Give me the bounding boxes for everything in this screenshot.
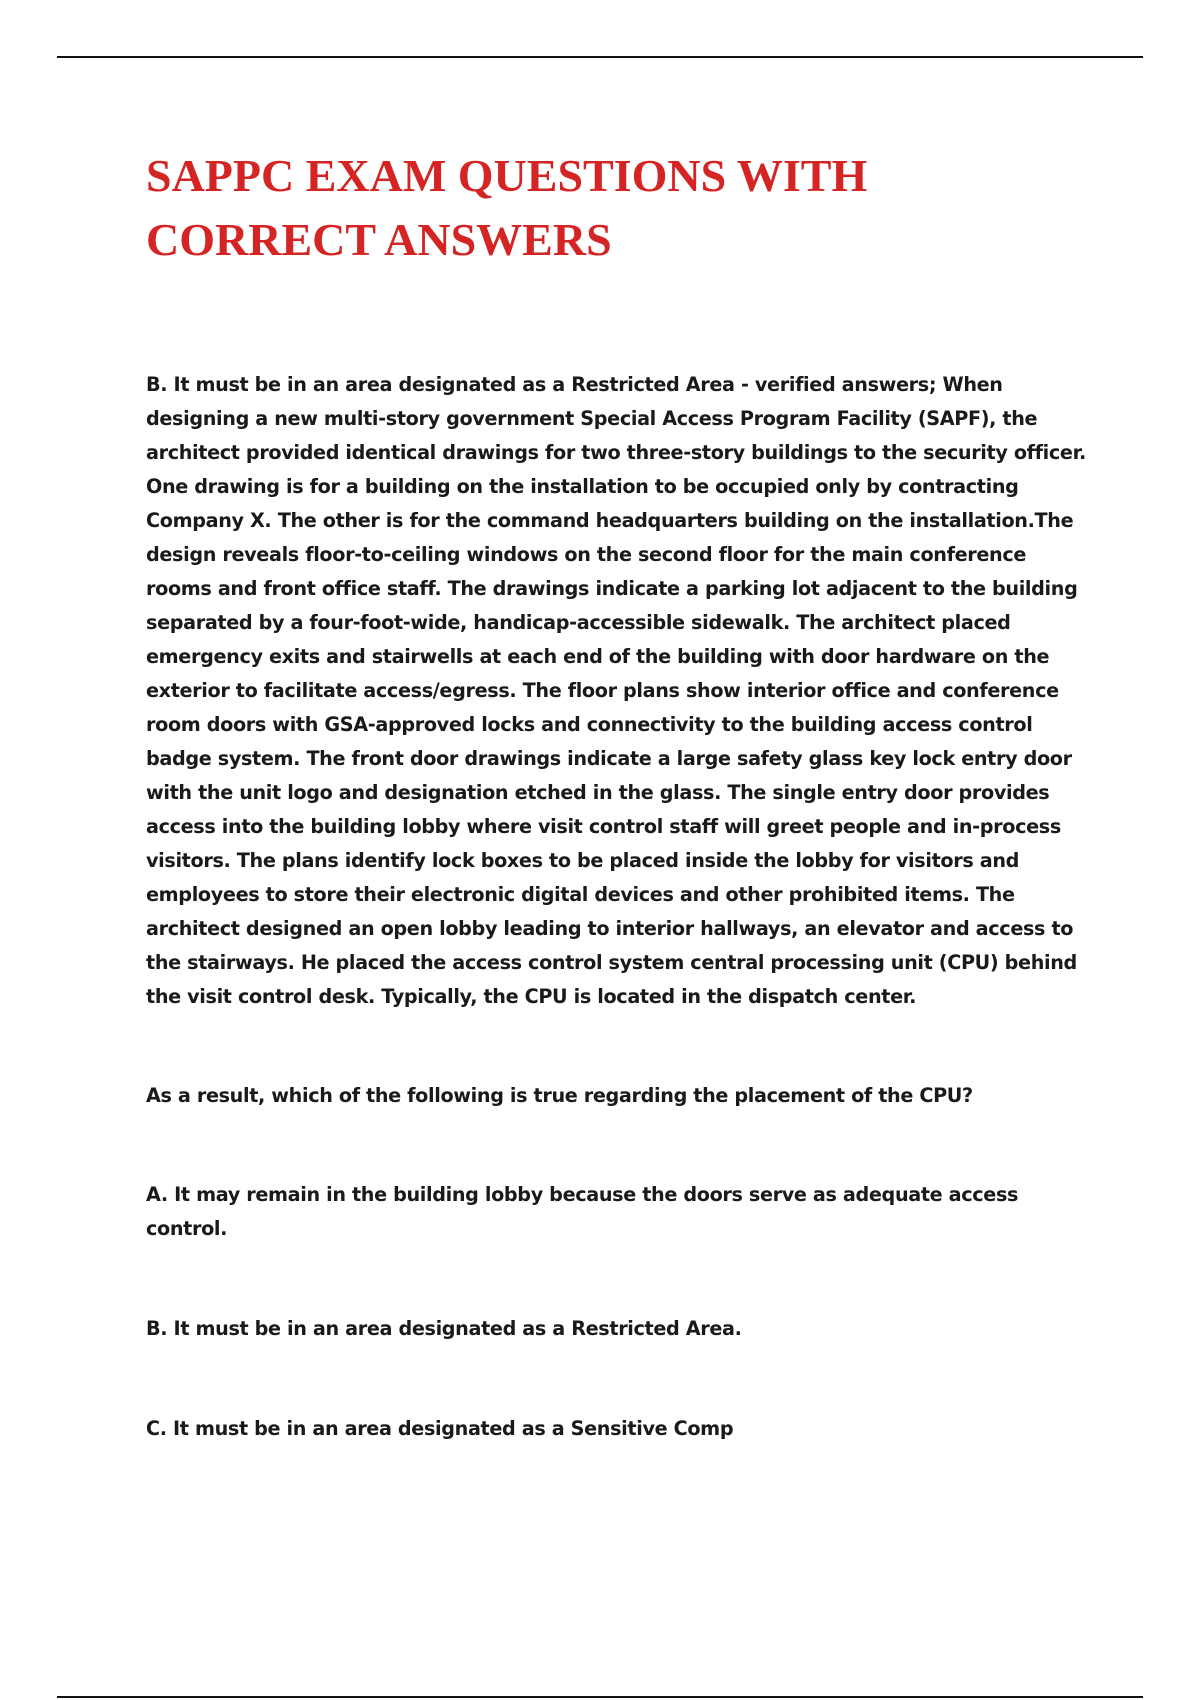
body-paragraph: B. It must be in an area designated as a Restricted Area - verified answers; When designing a new multi-story government Special Access Program Facility (SAPF), the architect provided identical drawings for two three-story buildings to the security officer. One drawing is for a building on the installation to be occupied only by contracting Company X. The other is for the command headquarters building on the installation.The design reveals floor-to-ceiling windows on the second floor for the main conference rooms and front office staff. The drawings indicate a parking lot adjacent to the building separated by a four-foot-wide, handicap-accessible sidewalk. The architect placed emergency exits and stairwells at each end of the building with door hardware on the exterior to facilitate access/egress. The floor plans show interior office and conference room doors with GSA-approved locks and connectivity to the building access control badge system. The front door drawings indicate a large safety glass key lock entry door with the unit logo and designation etched in the glass. The single entry door provides access into the building lobby where visit control staff will greet people and in-process visitors. The plans identify lock boxes to be placed inside the lobby for visitors and employees to store their electronic digital devices and other prohibited items. The architect designed an open lobby leading to interior hallways, an elevator and access to the stairways. He placed the access control system central processing unit (CPU) behind the visit control desk. Typically, the CPU is located in the dispatch center. [146,373,1086,1008]
answer-option-b: B. It must be in an area designated as a Restricted Area. [146,1317,742,1340]
answer-option-a: A. It may remain in the building lobby because the doors serve as adequate access control. [146,1183,1019,1240]
bottom-divider [57,1696,1143,1698]
question-text: As a result, which of the following is true regarding the placement of the CPU? [146,1084,973,1107]
document-title: SAPPC EXAM QUESTIONS WITH CORRECT ANSWERS [146,150,868,265]
answer-option-c: C. It must be in an area designated as a Sensitive Comp [146,1417,734,1440]
top-divider [57,56,1143,58]
document-body [146,368,1090,1512]
